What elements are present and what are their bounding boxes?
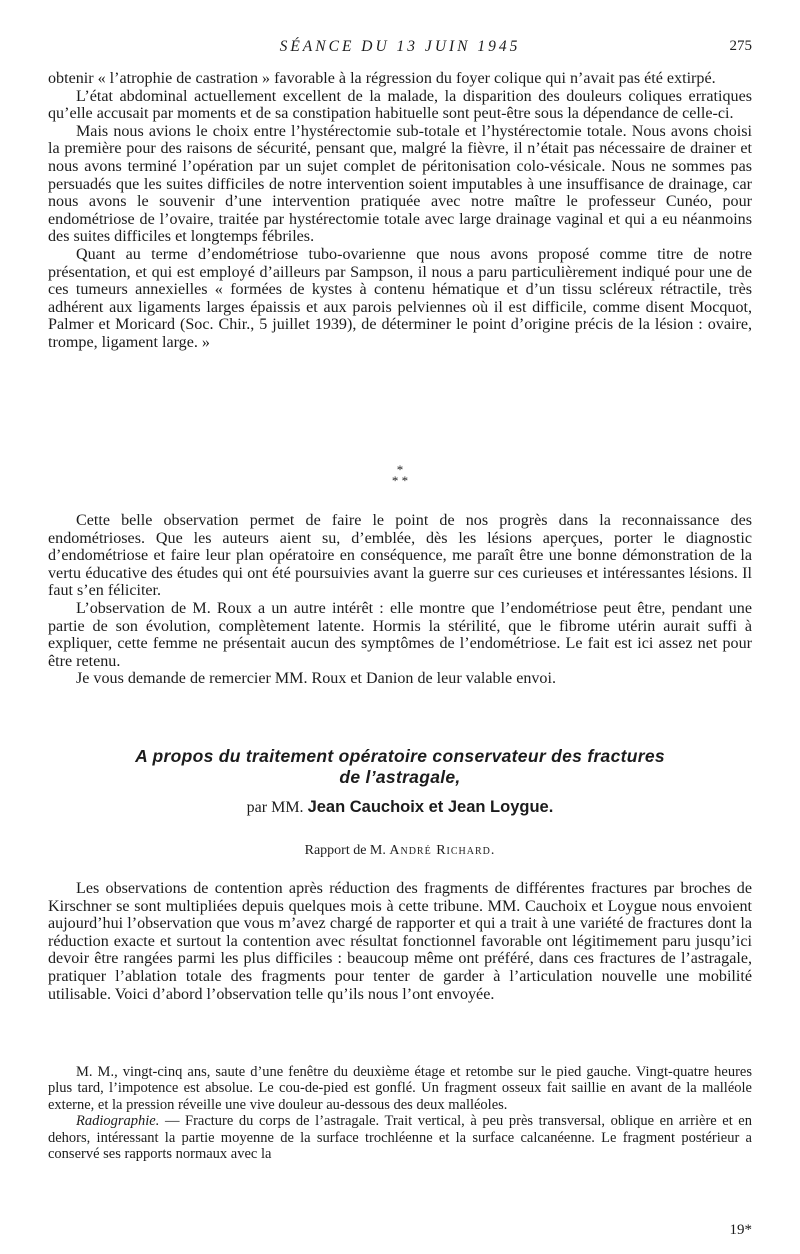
paragraph: L’état abdominal actuellement excellent de la malade, la disparition des douleurs coliques erratiques qu’elle accusait par moments et de sa constipation habituelle sont peut-être sous la dépendance de celle-ci. [48,87,752,123]
running-title: SÉANCE DU 13 JUIN 1945 [279,38,521,55]
article-body [48,880,752,1003]
reporter-name: André Richard. [389,843,496,858]
reporter-line [48,843,752,859]
paragraph: Je vous demande de remercier MM. Roux et Danion de leur valable envoi. [76,670,556,688]
case-report [48,1064,752,1162]
section-separator [0,464,800,486]
radiography-text: — Fracture du corps de l’astragale. Trait vertical, à peu près transversal, oblique en arrière et en dehors, intéressant la partie moyenne de la surface trochléenne et la surface calcanéenne. Le fragment postérieur a conservé ses rapports normaux avec la [48,1113,752,1163]
radiography-label: Radiographie. [76,1113,160,1130]
article-title-line-1: A propos du traitement opératoire conservateur des fractures [135,746,665,766]
byline-prefix: par MM. [246,799,304,816]
paragraph: Cette belle observation permet de faire le point de nos progrès dans la reconnaissance des endométrioses. Que les auteurs aient su, d’emblée, dès les lésions aperçues, porter le diagnostic d’endométriose et faire leur plan opératoire en conséquence, me paraît être une bonne démonstration de la vertu éducative des études qui ont été poursuivies avant la guerre sur ces curieuses et intéressantes lésions. Il faut s’en féliciter. [48,512,752,600]
continuation-section [48,70,752,352]
byline [48,798,752,817]
paragraph: Quant au terme d’endométriose tubo-ovarienne que nous avons proposé comme titre de notre présentation, et qui est employé d’ailleurs par Sampson, il nous a paru particulièrement indiqué pour une de ces tumeurs annexielles « formées de kystes à contenu hématique et d’un tissu scléreux rétractile, très adhérent aux ligaments larges épaissis et aux parois pelviennes où il est difficile, comme disent Mocquot, Palmer et Moricard (Soc. Chir., 5 juillet 1939), de déterminer le point d’origine précis de la lésion : ovaire, trompe, ligament large. » [48,245,752,351]
page-number: 275 [729,38,752,54]
case-paragraph: M. M., vingt-cinq ans, saute d’une fenêtre du deuxième étage et retombe sur le pied gauche. Vingt-quatre heures plus tard, l’impotence est absolue. Le cou-de-pied est gonflé. Un fragment osseux fait saillie en avant de la malléole externe, et la pression réveille une vive douleur au-dessous des deux malléoles. [48,1064,752,1113]
asterism-top: * [396,462,404,477]
asterism-bottom: * * [391,473,409,488]
paragraph: L’observation de M. Roux a un autre intérêt : elle montre que l’endométriose peut être, pendant une partie de son évolution, complètement latente. Hormis la stérilité, que le fibrome utérin aurait suffi à expliquer, cette femme ne présentait aucun des symptômes de l’endométriose. Le fait est ici assez net pour être retenu. [48,599,752,670]
paragraph: Les observations de contention après réduction des fragments de différentes fractures par broches de Kirschner se sont multipliées depuis quelques mois à cette tribune. MM. Cauchoix et Loygue nous envoient aujourd’hui l’observation que vous m’avez chargé de rapporter et qui a trait à une variété de fractures dont la réduction exacte et surtout la contention avec résultat fonctionnel favorable ont légitimement paru jusqu’ici devoir être rangées parmi les plus difficiles : beaucoup même ont préféré, dans ces fractures de l’astragale, pratiquer l’ablation totale des fragments pour tenter de garder à l’articulation nouvelle une mobilité utilisable. Voici d’abord l’observation telle qu’ils nous l’ont envoyée. [48,880,752,1003]
report-prefix: Rapport de M. [304,843,386,858]
article-title [48,746,752,788]
commentary-section [48,512,752,688]
paragraph: Mais nous avions le choix entre l’hystérectomie sub-totale et l’hystérectomie totale. Nous avons choisi la première pour des raisons de sécurité, pensant que, malgré la fièvre, il n’était pas nécessaire de drainer et nous avons terminé l’opération par un sujet complet de péritonisation colo-vésicale. Nous ne sommes pas persuadés que les suites difficiles de notre intervention soient imputables à une insuffisance de drainage, car nous avons le souvenir d’une intervention pratiquée avec notre maître le professeur Cunéo, pour endométriose de l’ovaire, traitée par hystérectomie totale avec large drainage vaginal et qui a eu néanmoins des suites difficiles et longtemps fébriles. [48,122,752,246]
radiography-paragraph [48,1113,752,1162]
article-title-line-2: de l’astragale, [339,767,461,787]
paragraph: obtenir « l’atrophie de castration » favorable à la régression du foyer colique qui n’avait pas été extirpé. [48,70,716,87]
authors: Jean Cauchoix et Jean Loygue. [307,798,554,816]
page-header [48,38,752,60]
signature-mark: 19* [729,1222,752,1238]
